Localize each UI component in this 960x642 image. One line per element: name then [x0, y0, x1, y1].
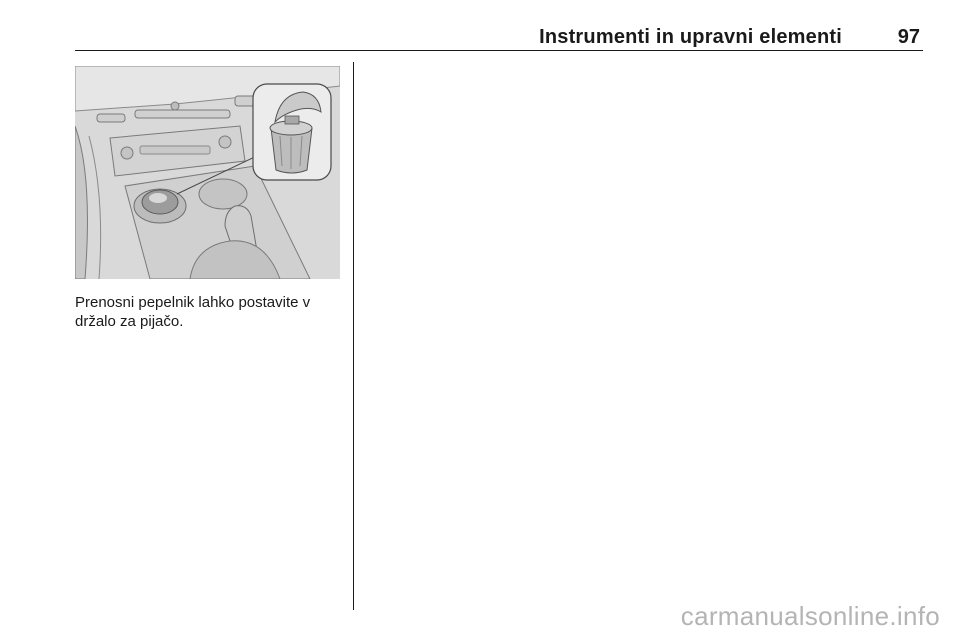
footer-watermark: carmanualsonline.info	[680, 601, 940, 631]
caption-line-2: držalo za pijačo.	[75, 313, 184, 330]
page-header-title: Instrumenti in upravni elementi	[539, 26, 842, 48]
ashtray-illustration	[75, 66, 340, 279]
header-rule	[75, 50, 923, 51]
page-number: 97	[897, 26, 920, 48]
console-drawing	[75, 66, 340, 279]
column-divider	[353, 62, 354, 610]
caption-line-1: Prenosni pepelnik lahko postavite v	[75, 294, 311, 311]
caption-text	[75, 293, 345, 331]
